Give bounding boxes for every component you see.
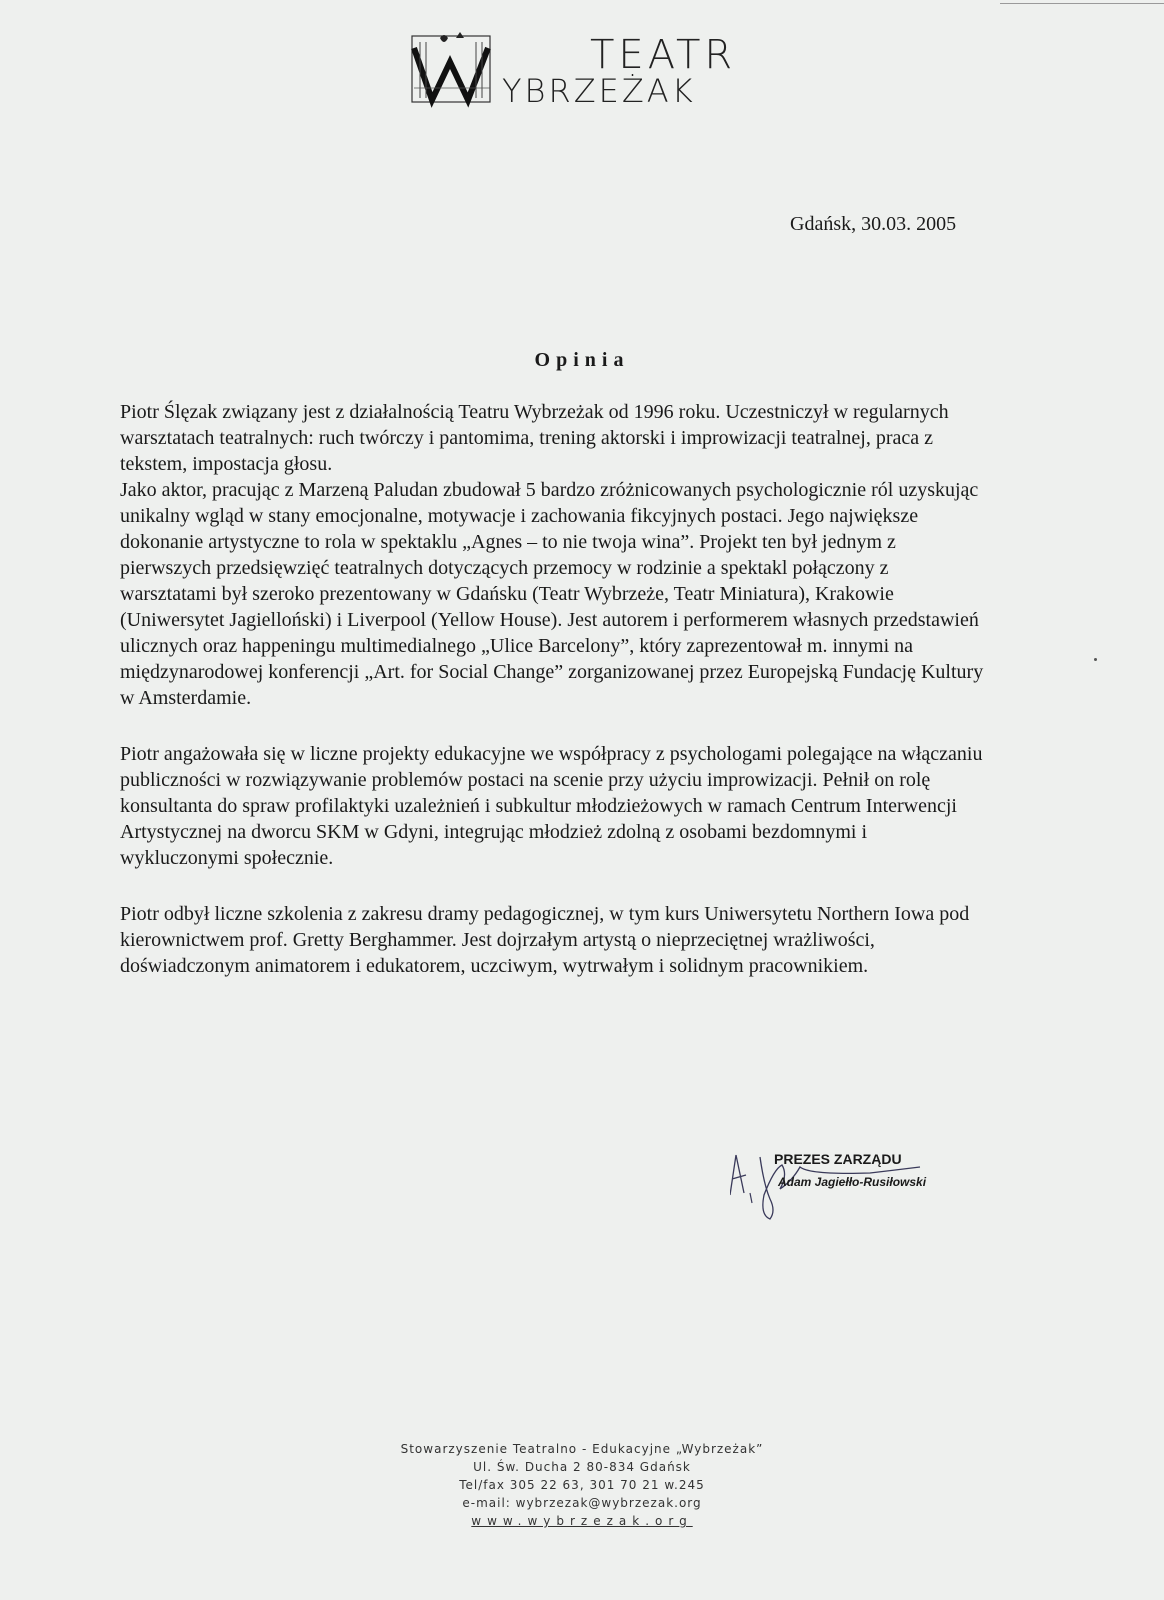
theatre-logo [410, 28, 740, 108]
footer-website: www.wybrzezak.org [471, 1514, 693, 1528]
footer-address [0, 1440, 1164, 1530]
logo-teatr-text: TEATR [590, 32, 737, 78]
paragraph-2: Jako aktor, pracując z Marzeną Paludan zbudował 5 bardzo zróżnicowanych psychologicznie ról uzyskując unikalny wgląd w stany emocjonalne, motywacje i zachowania fikcyjnych postaci. Jego największe dokonanie artystyczne to rola w spektaklu „Agnes – to nie twoja wina”. Projekt ten był jednym z pierwszych przedsięwzięć teatralnych dotyczących przemocy w rodzinie a spektakl połączony z warsztatami był szeroko prezentowany w Gdańsku (Teatr Wybrzeże, Teatr Miniatura), Krakowie (Uniwersytet Jagielloński) i Liverpool (Yellow House). Jest autorem i performerem własnych przedstawień ulicznych oraz happeningu multimedialnego „Ulice Barcelony”, który zaprezentował m. innymi na międzynarodowej konferencji „Art. for Social Change” zorganizowanej przez Europejską Fundację Kultury w Amsterdamie. [120, 479, 984, 709]
footer-street: Ul. Św. Ducha 2 80-834 Gdańsk [473, 1460, 691, 1474]
scan-speck [1094, 658, 1097, 661]
footer-phone: Tel/fax 305 22 63, 301 70 21 w.245 [459, 1478, 705, 1492]
letter-date: Gdańsk, 30.03. 2005 [790, 213, 957, 235]
scan-edge-rule [1000, 3, 1164, 4]
signatory-name: Adam Jagiełło-Rusiłowski [778, 1175, 927, 1189]
footer-org-name: Stowarzyszenie Teatralno - Edukacyjne „Wybrzeżak” [400, 1442, 764, 1456]
letter-body [120, 399, 990, 979]
signature-block [730, 1145, 950, 1245]
logo-mark-icon [410, 28, 492, 108]
footer-email: e-mail: wybrzezak@wybrzezak.org [462, 1496, 702, 1510]
document-title: Opinia [534, 349, 630, 371]
signatory-role: PREZES ZARZĄDU [774, 1151, 902, 1167]
paragraph-4: Piotr odbył liczne szkolenia z zakresu dramy pedagogicznej, w tym kurs Uniwersytetu Northern Iowa pod kierownictwem prof. Gretty Berghammer. Jest dojrzałym artystą o nieprzeciętnej wrażliwości, doświadczonym animatorem i edukatorem, uczciwym, wytrwałym i solidnym pracownikiem. [120, 903, 970, 977]
paragraph-1: Piotr Ślęzak związany jest z działalnością Teatru Wybrzeżak od 1996 roku. Uczestniczył w regularnych warsztatach teatralnych: ruch twórczy i pantomima, trening aktorski i improwizacji teatralnej, praca z tekstem, impostacja głosu. [120, 401, 949, 475]
logo-wybrzezak-text: YBRZEŻAK [502, 72, 696, 110]
paragraph-3: Piotr angażowała się w liczne projekty edukacyjne we współpracy z psychologami polegające na włączaniu publiczności w rozwiązywanie problemów postaci na scenie przy użyciu improwizacji. Pełnił on rolę konsultanta do spraw profilaktyki uzależnień i subkultur młodzieżowych w ramach Centrum Interwencji Artystycznej na dworcu SKM w Gdyni, integrując młodzież zdolną z osobami bezdomnymi i wykluczonymi społecznie. [120, 743, 983, 869]
